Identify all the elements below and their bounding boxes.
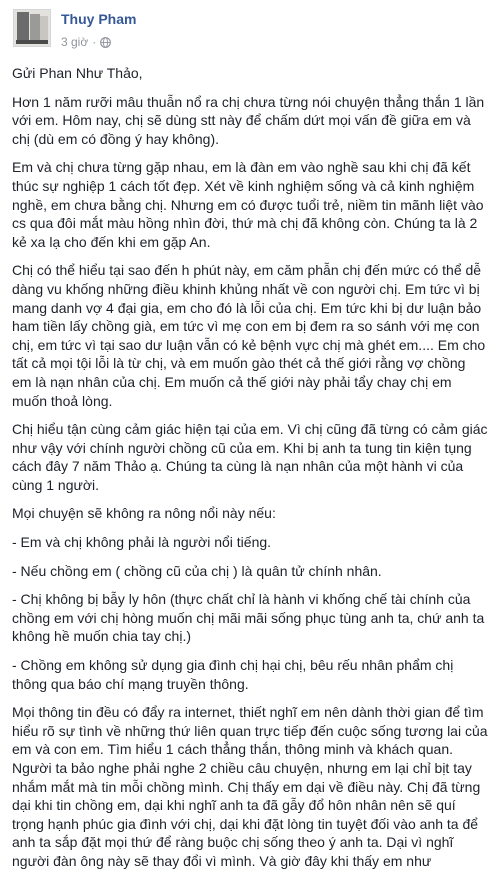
globe-icon[interactable]: [100, 37, 111, 48]
post-paragraph: Gửi Phan Như Thảo,: [12, 65, 143, 81]
post-paragraph: Hơn 1 năm rưỡi mâu thuẫn nổ ra chị chưa từng nói chuyện thẳng thắn 1 lần với em. Hôm nay, chị sẽ dùng stt này để chấm dứt mọi vấn đề giữa em và chị (dù em có đồng ý hay không).: [12, 93, 485, 147]
timestamp-link[interactable]: 3 giờ: [61, 35, 89, 49]
post-paragraph: Mọi chuyện sẽ không ra nông nổi này nếu:: [12, 505, 276, 522]
post-paragraph: Chị có thể hiểu tại sao đến h phút này, em căm phẫn chị đến mức có thể dễ dàng vu khống những điều khinh khủng nhất về con người chị. Em tức vì bị mang danh vợ 4 đại gia, em cho đó là lỗi của chị. Em tức khi bị dư luận bảo ham tiền lấy chồng già, em tức vì mẹ con em bị đem ra so sánh với mẹ con chị, em tức vì tại sao dư luận vẫn có kẻ bệnh vực chị mà ghét em.... Em cho tất cả mọi tội lỗi là từ chị, và em muốn gào thét cả thế giới rằng vợ chồng em là nạn nhân của chị. Em muốn cả thế giới này phải tẩy chay chị em muốn thoả lòng.: [12, 262, 486, 409]
post-meta: [61, 35, 111, 49]
post-list-item: - Em và chị không phải là người nổi tiếng.: [12, 534, 272, 551]
post-paragraph: Chị hiểu tận cùng cảm giác hiện tại của em. Vì chị cũng đã từng có cảm giác như vậy với chính người chồng cũ của em. Khi bị anh ta tung tin kiện tụng cách đây 7 năm Thảo ạ. Chúng ta cùng là nạn nhân của một hành vi của cùng 1 người.: [12, 421, 488, 493]
meta-separator: ·: [92, 35, 97, 49]
post-list-item: - Nếu chồng em ( chồng cũ của chị ) là quân tử chính nhân.: [12, 562, 382, 579]
author-name-link[interactable]: Thuy Pham: [61, 11, 137, 27]
post-list-item: - Chồng em không sử dụng gia đình chị hại chị, bêu rếu nhân phẩm chị thông qua báo chí mạng truyền thông.: [12, 657, 454, 692]
post-paragraph: Mọi thông tin đều có đẩy ra internet, thiết nghĩ em nên dành thời gian để tìm hiểu rõ sự tình về những thứ liên quan trực tiếp đến cuộc sống tương lai của em và con em. Tìm hiểu 1 cách thẳng thắn, thông minh và khách quan. Người ta bảo nghe phải nghe 2 chiều câu chuyện, nhưng em lại chỉ bịt tay nhắm mắt mà tin mỗi chồng mình. Chị thấy em dại về điều này. Chị đã từng dại khi tin chồng em, dại khi nghĩ anh ta đã gẫy đổ hôn nhân nên sẽ quí trọng hạnh phúc gia đình với chị, dại khi đặt lòng tin tuyệt đối vào anh ta để anh ta sắp đặt mọi thứ để ràng buộc chị sống theo ý anh ta. Dại vì nghĩ người đàn ông này sẽ thay đổi vì mình. Và giờ đây khi thấy em như: [12, 704, 488, 869]
post-list-item: - Chị không bị bẫy ly hôn (thực chất chỉ là hành vi khống chế tài chính của chồng em với chị hòng muốn chị mãi mãi sống phục tùng anh ta, chứ anh ta không hề muốn chia tay chị.): [12, 591, 485, 645]
post-header: [0, 0, 498, 56]
post-body: [12, 64, 488, 881]
post-paragraph: Em và chị chưa từng gặp nhau, em là đàn em vào nghề sau khi chị đã kết thúc sự nghiệp 1 cách tốt đẹp. Xét về kinh nghiệm sống và cả kinh nghiệm nghề, em chưa bằng chị. Nhưng em có được tuổi trẻ, niềm tin mãnh liệt vào cs qua đôi mắt màu hồng nhìn đời, thứ mà chị đã không còn. Chúng ta là 2 kẻ xa lạ cho đến khi em gặp An.: [12, 159, 484, 250]
avatar[interactable]: [13, 9, 51, 47]
avatar-image: [14, 10, 50, 46]
